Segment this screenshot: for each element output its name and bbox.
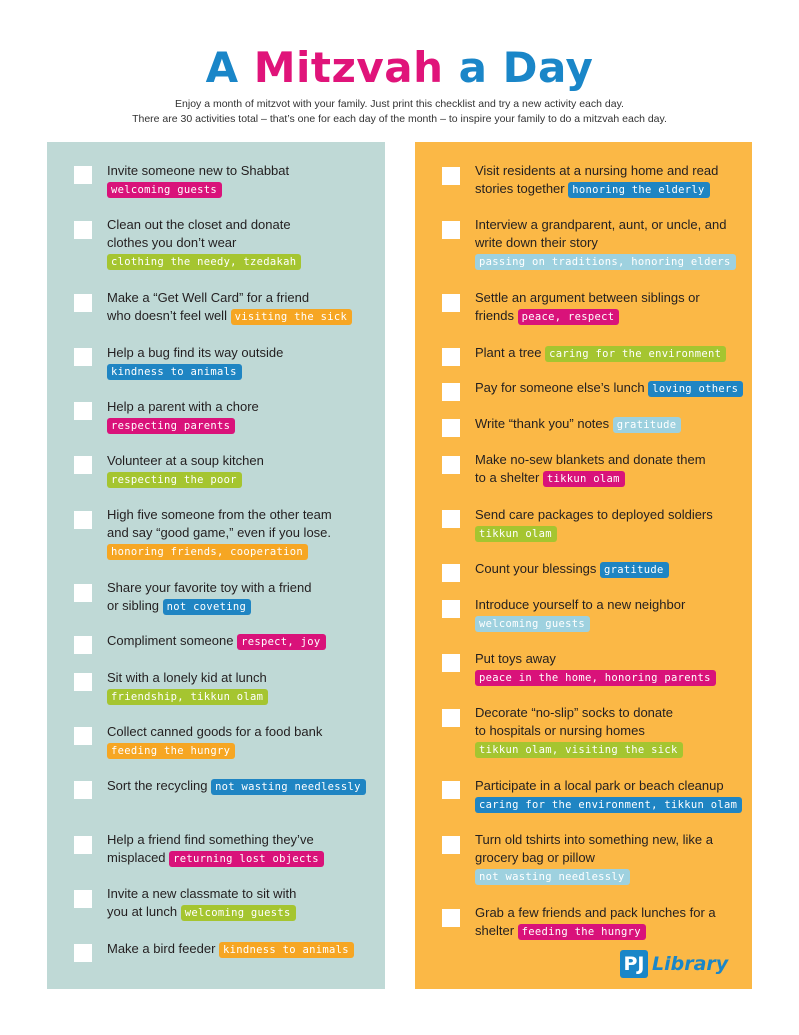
activity-line-text: to hospitals or nursing homes xyxy=(475,723,645,738)
checkbox[interactable] xyxy=(442,348,460,366)
activity-text xyxy=(475,904,744,940)
value-tag: tikkun olam xyxy=(543,471,625,487)
value-tag: respecting the poor xyxy=(107,472,242,488)
activity-line-text: you at lunch xyxy=(107,904,181,919)
value-tag: visiting the sick xyxy=(231,309,353,325)
checkbox[interactable] xyxy=(442,781,460,799)
activity-line: Interview a grandparent, aunt, or uncle, and xyxy=(475,217,727,232)
activity-line xyxy=(107,524,377,560)
activity-text xyxy=(475,650,744,686)
activity-text xyxy=(475,777,744,813)
page-title xyxy=(0,42,799,94)
activity-text xyxy=(107,940,377,958)
activity-line: Invite someone new to Shabbat xyxy=(107,163,290,178)
title-words-a-day: a Day xyxy=(458,43,594,92)
activity-line: Send care packages to deployed soldiers xyxy=(475,507,713,522)
value-tag: caring for the environment, tikkun olam xyxy=(475,797,742,813)
pj-library-logo xyxy=(620,950,750,978)
value-tag: not wasting needlessly xyxy=(475,869,630,885)
activity-text xyxy=(475,344,744,362)
checkbox[interactable] xyxy=(74,781,92,799)
activity-line: Make a “Get Well Card” for a friend xyxy=(107,290,310,305)
value-tag: loving others xyxy=(648,381,743,397)
activity-line-text: and say “good game,” even if you lose. xyxy=(107,525,332,540)
activity-text xyxy=(475,415,744,433)
value-tag: friendship, tikkun olam xyxy=(107,689,268,705)
activity-text xyxy=(107,885,377,921)
value-tag: passing on traditions, honoring elders xyxy=(475,254,736,270)
activity-line xyxy=(475,849,744,885)
activity-line-text: who doesn’t feel well xyxy=(107,308,231,323)
checklist-left-column xyxy=(47,142,385,989)
checkbox[interactable] xyxy=(442,836,460,854)
checkbox[interactable] xyxy=(74,348,92,366)
value-tag: welcoming guests xyxy=(475,616,590,632)
checkbox[interactable] xyxy=(442,419,460,437)
activity-text xyxy=(475,216,744,270)
activity-text xyxy=(107,777,377,795)
activity-line: Sort the recycling not wasting needlessly xyxy=(107,777,377,795)
activity-line: Write “thank you” notes gratitude xyxy=(475,415,744,433)
value-tag: not coveting xyxy=(163,599,251,615)
checkbox[interactable] xyxy=(74,456,92,474)
activity-text xyxy=(475,596,744,632)
checkbox[interactable] xyxy=(74,584,92,602)
activity-line xyxy=(107,687,377,705)
activity-line xyxy=(107,470,377,488)
activity-line xyxy=(475,234,744,270)
value-tag: feeding the hungry xyxy=(107,743,235,759)
activity-line xyxy=(107,307,377,325)
checkbox[interactable] xyxy=(74,221,92,239)
activity-line: Share your favorite toy with a friend xyxy=(107,580,312,595)
activity-line: Collect canned goods for a food bank xyxy=(107,724,323,739)
activity-line xyxy=(107,234,377,270)
activity-line: Volunteer at a soup kitchen xyxy=(107,453,264,468)
checkbox[interactable] xyxy=(442,456,460,474)
activity-line: Introduce yourself to a new neighbor xyxy=(475,597,686,612)
activity-line: Count your blessings gratitude xyxy=(475,560,744,578)
checkbox[interactable] xyxy=(442,383,460,401)
activity-text xyxy=(107,632,377,650)
activity-line: Turn old tshirts into something new, like a xyxy=(475,832,713,847)
checkbox[interactable] xyxy=(442,709,460,727)
activity-line: Grab a few friends and pack lunches for a xyxy=(475,905,716,920)
activity-text xyxy=(107,723,377,759)
activity-line: Invite a new classmate to sit with xyxy=(107,886,297,901)
activity-line xyxy=(475,922,744,940)
activity-line: High five someone from the other team xyxy=(107,507,332,522)
activity-text xyxy=(107,669,377,705)
checkbox[interactable] xyxy=(442,909,460,927)
activity-line: Make a bird feeder kindness to animals xyxy=(107,940,377,958)
activity-text xyxy=(107,398,377,434)
checkbox[interactable] xyxy=(74,294,92,312)
activity-text xyxy=(475,451,744,487)
value-tag: gratitude xyxy=(613,417,682,433)
value-tag: respect, joy xyxy=(237,634,325,650)
checkbox[interactable] xyxy=(74,673,92,691)
checkbox[interactable] xyxy=(442,221,460,239)
pj-logo-mark: PJ xyxy=(620,950,648,978)
activity-line-text: grocery bag or pillow xyxy=(475,850,595,865)
activity-line: Put toys away xyxy=(475,651,556,666)
activity-line-text: shelter xyxy=(475,923,518,938)
checkbox[interactable] xyxy=(442,510,460,528)
activity-line xyxy=(107,849,377,867)
value-tag: welcoming guests xyxy=(181,905,296,921)
activity-text xyxy=(107,344,377,380)
activity-text xyxy=(475,162,744,198)
activity-line-text: or sibling xyxy=(107,598,163,613)
checkbox[interactable] xyxy=(74,511,92,529)
activity-line-text: friends xyxy=(475,308,518,323)
activity-line: Settle an argument between siblings or xyxy=(475,290,700,305)
title-word-mitzvah: Mitzvah xyxy=(253,43,444,92)
value-tag: clothing the needy, tzedakah xyxy=(107,254,301,270)
activity-text xyxy=(475,560,744,578)
activity-line xyxy=(107,741,377,759)
activity-line-text: to a shelter xyxy=(475,470,543,485)
activity-line: Make no-sew blankets and donate them xyxy=(475,452,706,467)
value-tag: not wasting needlessly xyxy=(211,779,366,795)
checkbox[interactable] xyxy=(442,564,460,582)
activity-line-text: misplaced xyxy=(107,850,170,865)
value-tag: gratitude xyxy=(600,562,669,578)
activity-line xyxy=(475,722,744,758)
activity-text xyxy=(107,506,377,560)
value-tag: peace, respect xyxy=(518,309,620,325)
value-tag: peace in the home, honoring parents xyxy=(475,670,716,686)
activity-line xyxy=(475,614,744,632)
activity-line xyxy=(475,668,744,686)
checkbox[interactable] xyxy=(442,167,460,185)
value-tag: kindness to animals xyxy=(219,942,354,958)
activity-text xyxy=(107,831,377,867)
activity-line: Compliment someone respect, joy xyxy=(107,632,377,650)
activity-text xyxy=(107,452,377,488)
activity-line: Participate in a local park or beach cleanup xyxy=(475,778,724,793)
intro-line-1: Enjoy a month of mitzvot with your family. Just print this checklist and try a new activity each day. xyxy=(175,98,624,110)
intro-text xyxy=(0,97,799,127)
activity-line: Sit with a lonely kid at lunch xyxy=(107,670,267,685)
activity-text xyxy=(107,289,377,325)
checkbox[interactable] xyxy=(442,654,460,672)
activity-line xyxy=(475,307,744,325)
activity-text xyxy=(107,216,377,270)
activity-line xyxy=(107,597,377,615)
activity-line xyxy=(107,180,377,198)
activity-line xyxy=(475,795,744,813)
activity-line: Help a parent with a chore respecting parents xyxy=(107,399,259,432)
activity-line-text: write down their story xyxy=(475,235,598,250)
checkbox[interactable] xyxy=(74,636,92,654)
checkbox[interactable] xyxy=(442,600,460,618)
title-word-a: A xyxy=(205,43,239,92)
value-tag: honoring the elderly xyxy=(568,182,709,198)
value-tag: feeding the hungry xyxy=(518,924,646,940)
pj-logo-text: Library xyxy=(652,953,729,975)
activity-line: Decorate “no-slip” socks to donate xyxy=(475,705,673,720)
checklist-right-column xyxy=(415,142,752,989)
activity-line xyxy=(107,362,377,380)
value-tag: kindness to animals xyxy=(107,364,242,380)
activity-text xyxy=(475,831,744,885)
activity-line: Clean out the closet and donate xyxy=(107,217,291,232)
activity-text xyxy=(107,162,377,198)
value-tag: respecting parents xyxy=(107,418,235,434)
activity-line xyxy=(475,469,744,487)
value-tag: tikkun olam, visiting the sick xyxy=(475,742,683,758)
activity-line-text: clothes you don’t wear xyxy=(107,235,237,250)
activity-line: Pay for someone else’s lunch loving others xyxy=(475,379,744,397)
value-tag: welcoming guests xyxy=(107,182,222,198)
checkbox[interactable] xyxy=(74,402,92,420)
value-tag: tikkun olam xyxy=(475,526,557,542)
activity-line-text: stories together xyxy=(475,181,569,196)
checkbox[interactable] xyxy=(74,890,92,908)
activity-text xyxy=(475,289,744,325)
checkbox[interactable] xyxy=(74,166,92,184)
activity-text xyxy=(475,704,744,758)
checkbox[interactable] xyxy=(74,727,92,745)
activity-text xyxy=(107,579,377,615)
activity-line xyxy=(107,903,377,921)
activity-line xyxy=(475,180,744,198)
activity-line xyxy=(475,524,744,542)
checkbox[interactable] xyxy=(442,294,460,312)
activity-line: Help a friend find something they’ve xyxy=(107,832,314,847)
activity-line: Help a bug find its way outside xyxy=(107,345,284,360)
checkbox[interactable] xyxy=(74,944,92,962)
value-tag: returning lost objects xyxy=(169,851,324,867)
activity-text xyxy=(475,379,744,397)
activity-line: Visit residents at a nursing home and read xyxy=(475,163,719,178)
activity-text xyxy=(475,506,744,542)
activity-line: Plant a tree caring for the environment xyxy=(475,344,744,362)
checkbox[interactable] xyxy=(74,836,92,854)
value-tag: caring for the environment xyxy=(545,346,726,362)
value-tag: honoring friends, cooperation xyxy=(107,544,308,560)
intro-line-2: There are 30 activities total – that’s one for each day of the month – to inspire your family to do a mitzvah each day. xyxy=(132,113,667,125)
